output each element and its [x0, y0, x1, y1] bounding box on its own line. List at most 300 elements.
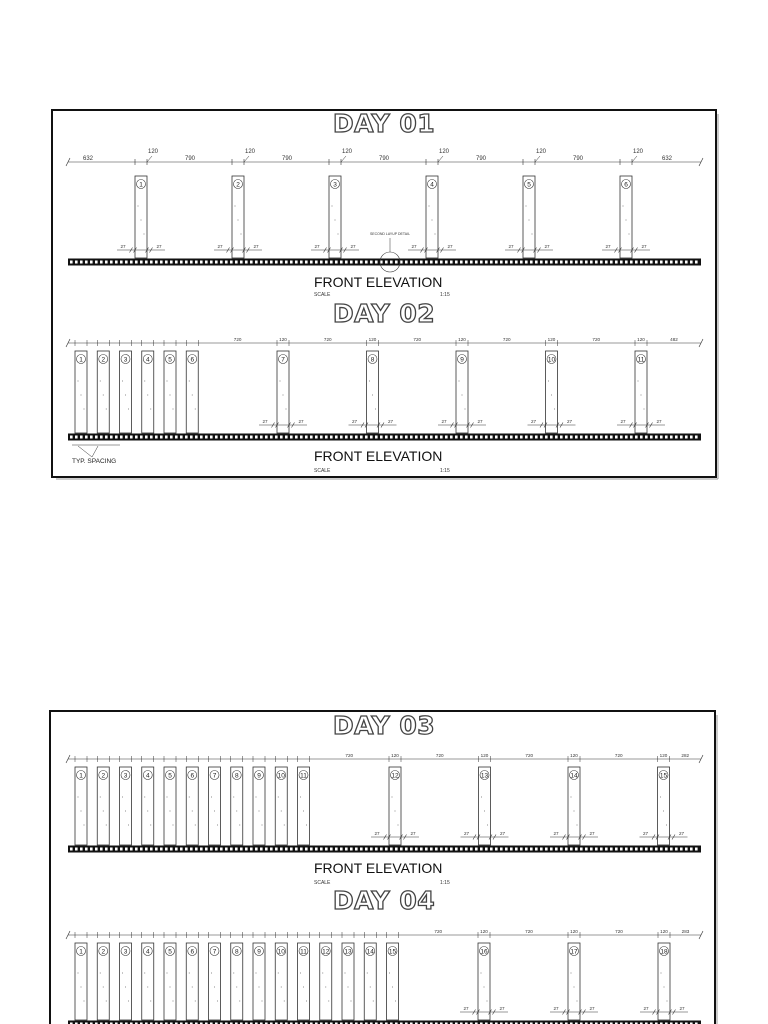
post-speckle: [551, 395, 552, 396]
post-speckle: [239, 825, 240, 826]
rail-link: [95, 848, 98, 851]
rail-link: [430, 261, 433, 264]
rail-link: [460, 261, 463, 264]
post-speckle: [398, 825, 399, 826]
post-speckle: [128, 1001, 129, 1002]
post-speckle: [338, 234, 339, 235]
rail-link: [630, 261, 633, 264]
rail-link: [75, 436, 78, 439]
rail-link: [205, 848, 208, 851]
post-speckle: [173, 409, 174, 410]
post-speckle: [138, 206, 139, 207]
rail-link: [545, 261, 548, 264]
rail-link: [265, 848, 268, 851]
rail-link: [675, 261, 678, 264]
rail-link: [605, 848, 608, 851]
gap-label: 27: [410, 831, 416, 836]
rail-link: [615, 848, 618, 851]
rail-link: [340, 436, 343, 439]
rail-link: [270, 436, 273, 439]
post-speckle: [170, 987, 171, 988]
rail-link: [640, 848, 643, 851]
rail-link: [480, 436, 483, 439]
rail-link: [525, 436, 528, 439]
rail-link: [95, 261, 98, 264]
post-speckle: [100, 973, 101, 974]
dimension-label: 120: [637, 337, 645, 342]
dimension-label: 282: [681, 753, 690, 758]
post-speckle: [300, 973, 301, 974]
rail-link: [185, 436, 188, 439]
post-speckle: [128, 825, 129, 826]
post-number: 7: [212, 772, 217, 780]
rail-link: [365, 848, 368, 851]
elevation-title: FRONT ELEVATION: [314, 860, 443, 876]
rail-link: [115, 848, 118, 851]
rail-link: [270, 848, 273, 851]
gap-label: 27: [679, 1006, 685, 1011]
post-speckle: [335, 220, 336, 221]
rail-link: [610, 848, 613, 851]
post-speckle: [348, 987, 349, 988]
dimension-label: 790: [378, 156, 390, 162]
rail-link: [455, 261, 458, 264]
post-speckle: [392, 797, 393, 798]
rail-link: [520, 848, 523, 851]
rail-link: [495, 848, 498, 851]
rail-link: [675, 848, 678, 851]
rail-link: [490, 436, 493, 439]
post-speckle: [256, 797, 257, 798]
rail-link: [575, 436, 578, 439]
dimension-label: 120: [632, 149, 644, 155]
post-speckle: [236, 987, 237, 988]
rail-link: [290, 848, 293, 851]
rail-link: [165, 261, 168, 264]
post-speckle: [144, 234, 145, 235]
rail-link: [620, 261, 623, 264]
rail-link: [375, 848, 378, 851]
rail-link: [495, 436, 498, 439]
post-speckle: [100, 797, 101, 798]
gap-label: 27: [374, 831, 380, 836]
rail-link: [665, 436, 668, 439]
rail-link: [435, 848, 438, 851]
rail-link: [185, 261, 188, 264]
rail-link: [430, 848, 433, 851]
post-speckle: [303, 811, 304, 812]
gap-label: 27: [656, 419, 662, 424]
rail-link: [245, 436, 248, 439]
rail-link: [355, 848, 358, 851]
post-number: 13: [344, 948, 352, 956]
post-speckle: [395, 1001, 396, 1002]
post-speckle: [192, 395, 193, 396]
dimension-label: 720: [413, 337, 422, 342]
rail-link: [630, 848, 633, 851]
rail-link: [450, 261, 453, 264]
rail-link: [150, 261, 153, 264]
post-speckle: [259, 987, 260, 988]
rail-link: [75, 261, 78, 264]
rail-link: [345, 261, 348, 264]
rail-link: [80, 848, 83, 851]
rail-link: [445, 848, 448, 851]
scale-label: SCALE: [314, 468, 331, 474]
rail-link: [555, 848, 558, 851]
post-speckle: [462, 395, 463, 396]
rail-link: [235, 848, 238, 851]
rail-link: [330, 261, 333, 264]
dimension-label: 482: [670, 337, 678, 342]
drawing-sheet-1-canvas: [0, 100, 768, 490]
rail-link: [485, 848, 488, 851]
dimension-label: 720: [233, 337, 242, 342]
rail-link: [585, 436, 588, 439]
rail-link: [560, 261, 563, 264]
rail-link: [110, 848, 113, 851]
post-speckle: [103, 987, 104, 988]
rail-link: [240, 848, 243, 851]
dimension-label: 720: [525, 753, 534, 758]
rail-link: [300, 436, 303, 439]
rail-link: [590, 261, 593, 264]
rail-link: [475, 261, 478, 264]
rail-link: [210, 848, 213, 851]
dimension-label: 720: [345, 753, 354, 758]
rail-link: [370, 261, 373, 264]
rail-link: [425, 436, 428, 439]
rail-link: [355, 261, 358, 264]
rail-link: [465, 848, 468, 851]
rail-link: [315, 261, 318, 264]
rail-link: [535, 261, 538, 264]
rail-link: [200, 436, 203, 439]
rail-link: [160, 261, 163, 264]
post-speckle: [526, 206, 527, 207]
rail-link: [135, 436, 138, 439]
rail-link: [90, 436, 93, 439]
rail-link: [190, 436, 193, 439]
post-speckle: [286, 409, 287, 410]
rail-link: [405, 261, 408, 264]
rail-link: [70, 436, 73, 439]
rail-link: [255, 261, 258, 264]
rail-link: [555, 436, 558, 439]
gap-label: 27: [298, 419, 304, 424]
rail-link: [450, 436, 453, 439]
post-speckle: [141, 220, 142, 221]
rail-link: [450, 848, 453, 851]
rail-link: [90, 261, 93, 264]
post-speckle: [281, 811, 282, 812]
post-speckle: [173, 1001, 174, 1002]
rail-link: [295, 261, 298, 264]
post-number: 3: [123, 356, 128, 364]
gap-label: 27: [553, 1006, 559, 1011]
post-speckle: [392, 987, 393, 988]
rail-link: [370, 848, 373, 851]
rail-link: [350, 261, 353, 264]
rail-link: [365, 261, 368, 264]
rail-link: [70, 261, 73, 264]
rail-link: [585, 261, 588, 264]
rail-link: [400, 848, 403, 851]
post-speckle: [122, 381, 123, 382]
post-number: 15: [388, 948, 397, 956]
gap-label: 27: [641, 244, 647, 249]
rail-link: [420, 261, 423, 264]
post-speckle: [372, 395, 373, 396]
rail-link: [225, 261, 228, 264]
dimension-label: 720: [592, 337, 601, 342]
post-speckle: [103, 395, 104, 396]
dimension-label: 720: [435, 753, 444, 758]
post-speckle: [389, 973, 390, 974]
rail-link: [550, 436, 553, 439]
gap-label: 27: [530, 419, 537, 424]
rail-link: [510, 848, 513, 851]
gap-label: 27: [351, 419, 358, 424]
rail-link: [580, 261, 583, 264]
post-speckle: [325, 987, 326, 988]
rail-link: [485, 261, 488, 264]
post-speckle: [106, 409, 107, 410]
post-number: 14: [570, 772, 578, 780]
rail-link: [300, 261, 303, 264]
post-speckle: [432, 220, 433, 221]
post-speckle: [125, 395, 126, 396]
rail-link: [300, 848, 303, 851]
rail-link: [100, 261, 103, 264]
rail-link: [585, 848, 588, 851]
rail-link: [570, 436, 573, 439]
dimension-label: 120: [458, 337, 466, 342]
dimension-label: 720: [434, 929, 443, 934]
rail-link: [695, 848, 698, 851]
rail-link: [645, 436, 648, 439]
rail-link: [140, 848, 143, 851]
rail-link: [340, 848, 343, 851]
rail-link: [265, 436, 268, 439]
rail-link: [660, 436, 663, 439]
post-speckle: [128, 409, 129, 410]
rail-link: [580, 848, 583, 851]
rail-link: [235, 261, 238, 264]
dimension-label: 120: [368, 337, 377, 342]
rail-link: [185, 848, 188, 851]
post-speckle: [173, 825, 174, 826]
post-number: 3: [123, 948, 128, 956]
post-speckle: [284, 1001, 285, 1002]
rail-link: [520, 261, 523, 264]
post-speckle: [487, 825, 488, 826]
rail-link: [240, 261, 243, 264]
post-speckle: [262, 1001, 263, 1002]
rail-link: [460, 848, 463, 851]
rail-link: [80, 261, 83, 264]
dimension-label: 120: [480, 929, 488, 934]
rail-link: [125, 261, 128, 264]
rail-link: [305, 261, 308, 264]
gap-label: 27: [463, 1006, 469, 1011]
rail-link: [560, 848, 563, 851]
rail-link: [540, 436, 543, 439]
post-speckle: [78, 973, 79, 974]
gap-label: 27: [411, 244, 417, 249]
rail-link: [465, 261, 468, 264]
rail-link: [650, 848, 653, 851]
rail-link: [390, 848, 393, 851]
rail-link: [285, 261, 288, 264]
dimension-label: 790: [572, 156, 584, 162]
rail-link: [405, 848, 408, 851]
dimension-label: 120: [341, 149, 353, 155]
rail-link: [565, 848, 568, 851]
post-speckle: [211, 973, 212, 974]
post-number: 11: [300, 948, 307, 956]
post-speckle: [278, 797, 279, 798]
gap-label: 27: [156, 244, 162, 249]
post-number: 15: [659, 772, 668, 780]
rail-link: [360, 436, 363, 439]
gap-label: 27: [253, 244, 259, 249]
rail-link: [330, 848, 333, 851]
rail-link: [105, 848, 108, 851]
dimension-label: 120: [660, 929, 668, 934]
rail-link: [435, 261, 438, 264]
rail-link: [690, 261, 693, 264]
dimension-label: 632: [82, 156, 94, 162]
post-speckle: [84, 825, 85, 826]
rail-link: [275, 848, 278, 851]
post-speckle: [84, 1001, 85, 1002]
rail-link: [650, 436, 653, 439]
rail-link: [80, 436, 83, 439]
dimension-label: 790: [281, 156, 293, 162]
rail-link: [660, 261, 663, 264]
rail-link: [655, 436, 658, 439]
rail-link: [600, 436, 603, 439]
post-speckle: [170, 811, 171, 812]
rail-link: [400, 261, 403, 264]
rail-link: [590, 848, 593, 851]
dimension-label: 120: [547, 337, 556, 342]
rail-link: [470, 261, 473, 264]
rail-link: [85, 436, 88, 439]
gap-label: 27: [566, 419, 573, 424]
post-number: 5: [168, 772, 172, 780]
rail-link: [405, 436, 408, 439]
rail-link: [670, 261, 673, 264]
rail-link: [75, 848, 78, 851]
post-number: 16: [480, 948, 488, 956]
rail-link: [130, 261, 133, 264]
rail-link: [605, 436, 608, 439]
gap-label: 27: [642, 831, 649, 836]
rail-link: [455, 848, 458, 851]
rail-link: [475, 436, 478, 439]
gap-label: 27: [314, 244, 320, 249]
scale-value: 1:15: [440, 468, 450, 474]
post-speckle: [106, 825, 107, 826]
rail-link: [155, 436, 158, 439]
rail-link: [230, 261, 233, 264]
day-title: DAY 02: [332, 299, 436, 328]
dimension-label: 120: [147, 149, 159, 155]
post-speckle: [571, 973, 572, 974]
rail-link: [500, 848, 503, 851]
rail-link: [315, 848, 318, 851]
post-speckle: [322, 973, 323, 974]
rail-link: [395, 436, 398, 439]
rail-link: [360, 261, 363, 264]
rail-link: [680, 261, 683, 264]
rail-link: [280, 848, 283, 851]
post-speckle: [429, 206, 430, 207]
rail-link: [695, 261, 698, 264]
post-speckle: [241, 234, 242, 235]
rail-link: [320, 848, 323, 851]
rail-link: [550, 848, 553, 851]
rail-link: [310, 261, 313, 264]
rail-link: [350, 848, 353, 851]
post-number: 6: [190, 948, 195, 956]
post-number: 4: [145, 772, 150, 780]
rail-link: [240, 436, 243, 439]
post-number: 2: [101, 356, 106, 364]
rail-link: [530, 436, 533, 439]
rail-link: [190, 261, 193, 264]
rail-link: [285, 436, 288, 439]
typ-spacing-label: TYP. SPACING: [72, 458, 117, 465]
rail-link: [455, 436, 458, 439]
rail-link: [130, 436, 133, 439]
post-number: 3: [123, 772, 128, 780]
rail-link: [420, 436, 423, 439]
post-number: 7: [212, 948, 217, 956]
rail-link: [140, 436, 143, 439]
post-speckle: [167, 381, 168, 382]
post-speckle: [144, 973, 145, 974]
post-speckle: [666, 825, 667, 826]
rail-link: [115, 261, 118, 264]
rail-link: [145, 261, 148, 264]
rail-link: [105, 436, 108, 439]
rail-link: [575, 261, 578, 264]
rail-link: [570, 261, 573, 264]
rail-link: [350, 436, 353, 439]
rail-link: [165, 848, 168, 851]
rail-link: [265, 261, 268, 264]
post-number: 4: [430, 181, 434, 189]
rail-link: [640, 261, 643, 264]
post-speckle: [78, 381, 79, 382]
rail-link: [680, 848, 683, 851]
rail-link: [245, 848, 248, 851]
post-speckle: [577, 825, 578, 826]
rail-link: [340, 261, 343, 264]
dimension-label: 120: [535, 149, 547, 155]
rail-link: [95, 436, 98, 439]
post-speckle: [195, 1001, 196, 1002]
post-speckle: [150, 409, 151, 410]
post-speckle: [577, 1001, 578, 1002]
post-speckle: [262, 825, 263, 826]
rail-link: [625, 261, 628, 264]
rail-link: [225, 436, 228, 439]
post-speckle: [548, 381, 549, 382]
